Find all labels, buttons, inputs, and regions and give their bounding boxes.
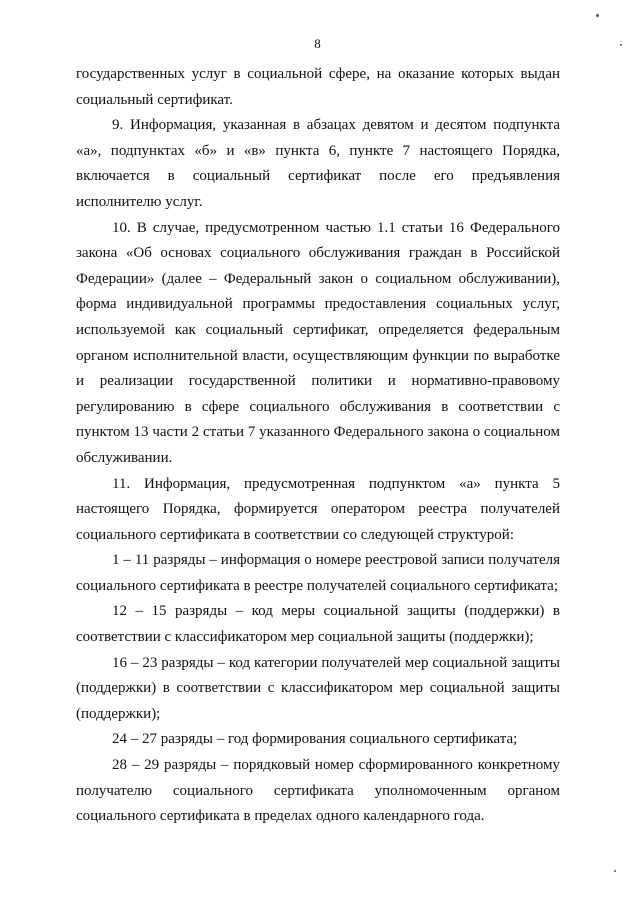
paragraph-11-item-4: 24 – 27 разряды – год формирования социального сертификата; xyxy=(112,731,518,748)
paragraph-continuation: государственных услуг в социальной сфере, на оказание которых выдан социальный сертификат. xyxy=(76,66,560,108)
paragraph-11-item-3: 16 – 23 разряды – код категории получателей мер социальной защиты (поддержки) в соответствии с классификатором мер социальной защиты (поддержки); xyxy=(76,654,560,722)
paragraph-11: 11. Информация, предусмотренная подпунктом «а» пункта 5 настоящего Порядка, формируется оператором реестра получателей социального сертификата в соответствии со следующей структурой: xyxy=(76,475,560,543)
paragraph-11-item-2: 12 – 15 разряды – код меры социальной защиты (поддержки) в соответствии с классификатором мер социальной защиты (поддержки); xyxy=(76,603,560,646)
scan-speck xyxy=(620,44,622,46)
page-number: 8 xyxy=(314,36,321,51)
paragraph-11-item-1: 1 – 11 разряды – информация о номере реестровой записи получателя социального сертификата в реестре получателей социального сертификата; xyxy=(76,552,560,594)
paragraph-10: 10. В случае, предусмотренном частью 1.1 статьи 16 Федерального закона «Об основах социального обслуживания граждан в Российской Федерации» (далее – Федеральный закон о социальном обслуживании), форма индивидуальной программы предоставления социальных услуг, используемой как социальный сертификат, определяется федеральным органом исполнительной власти, осуществляющим функции по выработке и реализации государственной политики и нормативно-правовому регулированию в сфере социального обслуживания в соответствии с пунктом 13 части 2 статьи 7 указанного Федерального закона о социальном обслуживании. xyxy=(76,219,560,466)
document-body xyxy=(76,62,560,830)
paragraph-11-item-5: 28 – 29 разряды – порядковый номер сформированного конкретному получателю социального сертификата уполномоченным органом социального сертификата в пределах одного календарного года. xyxy=(76,757,560,825)
scan-speck xyxy=(614,870,616,872)
scan-speck xyxy=(596,14,599,17)
paragraph-9: 9. Информация, указанная в абзацах девятом и десятом подпункта «а», подпунктах «б» и «в» пункта 6, пункте 7 настоящего Порядка, включается в социальный сертификат после его предъявления исполнителю услуг. xyxy=(76,117,560,210)
